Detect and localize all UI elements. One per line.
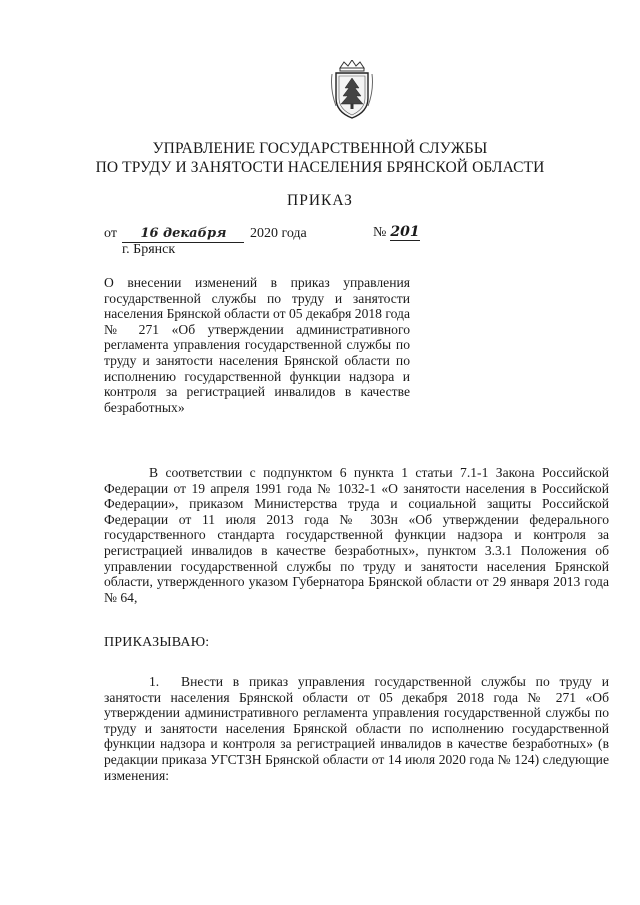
document-type: ПРИКАЗ: [287, 192, 353, 209]
order-date: [104, 226, 307, 243]
city: г. Брянск: [122, 242, 176, 257]
order-subject: О внесении изменений в приказ управления государственной службы по труду и занятости населения Брянской области от 05 декабря 2018 года № 271 «Об утверждении административного регламента управления государственной службы по труду и занятости населения Брянской области по исполнению государственной функции надзора и контроля за регистрацией инвалидов в качестве безработных»: [104, 275, 410, 415]
agency-title-line2: ПО ТРУДУ И ЗАНЯТОСТИ НАСЕЛЕНИЯ БРЯНСКОЙ ОБЛАСТИ: [95, 159, 545, 176]
coat-of-arms-emblem: [330, 60, 374, 120]
item-1-text: Внести в приказ управления государственной службы по труду и занятости населения Брянской области от 05 декабря 2018 года № 271 «Об утверждении административного регламента управления государственной службы по труду и занятости населения Брянской области по исполнению государственной функции надзора и контроля за регистрацией инвалидов в качестве безработных» (в редакции приказа УГСТЗН Брянской области от 14 июля 2020 года № 124) следующие изменения:: [104, 674, 609, 783]
date-prefix: от: [104, 226, 117, 241]
agency-title-line1: УПРАВЛЕНИЕ ГОСУДАРСТВЕННОЙ СЛУЖБЫ: [152, 140, 488, 157]
item-1-paragraph: [104, 674, 609, 783]
order-number: [373, 224, 420, 241]
number-handwritten: 201: [390, 224, 420, 240]
date-year: 2020 года: [249, 226, 307, 241]
preamble-paragraph: В соответствии с подпунктом 6 пункта 1 статьи 7.1-1 Закона Российской Федерации от 19 апреля 1991 года № 1032-1 «О занятости населения в Российской Федерации», приказом Министерства труда и социальной защиты Российской Федерации от 11 июля 2013 года № 303н «Об утверждении федерального государственного стандарта государственной функции надзора и контроля за регистрацией инвалидов в качестве безработных», пунктом 3.3.1 Положения об управлении государственной службы по труду и занятости населения Брянской области, утвержденного указом Губернатора Брянской области от 29 января 2013 года № 64,: [104, 465, 609, 605]
ordain-heading: ПРИКАЗЫВАЮ:: [104, 635, 210, 650]
item-1-number: 1.: [149, 674, 160, 689]
date-handwritten: [122, 226, 244, 243]
number-label: №: [373, 225, 387, 240]
date-handwritten-text: 16 декабря: [140, 226, 227, 241]
